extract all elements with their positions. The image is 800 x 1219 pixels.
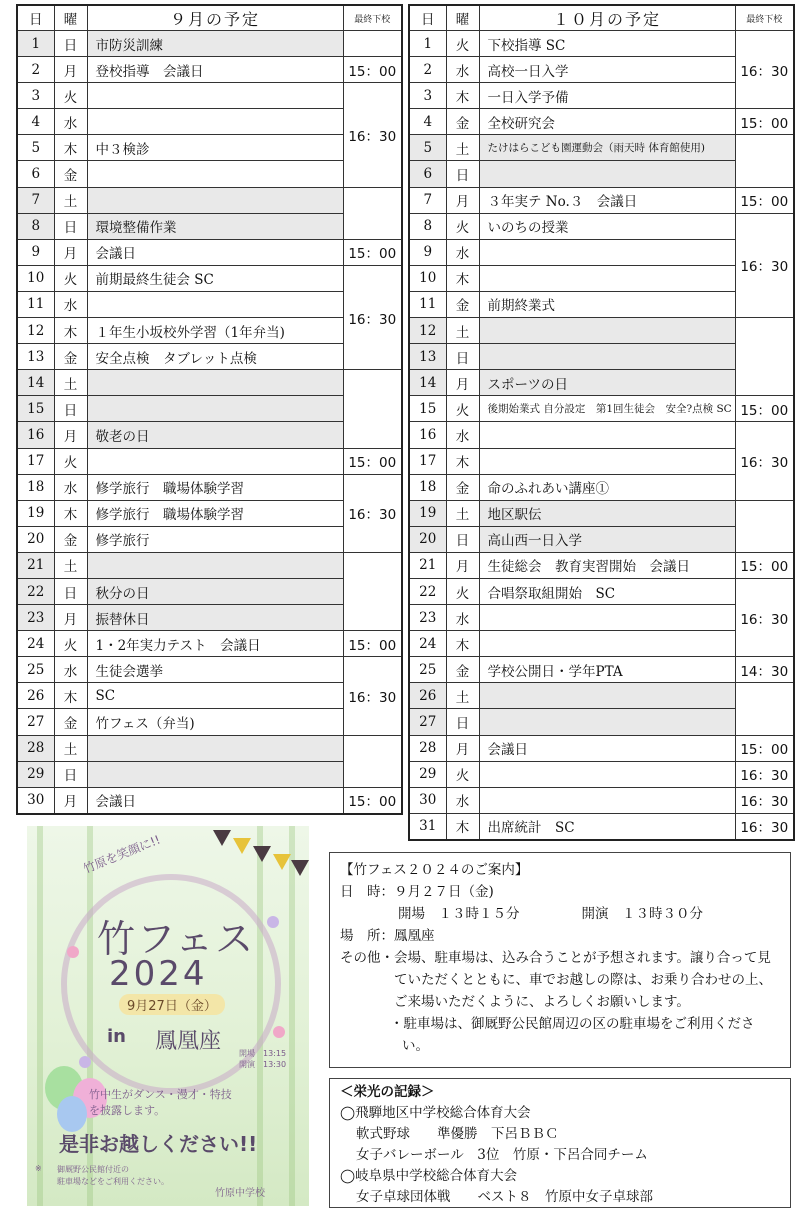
weekday: 火 — [446, 31, 479, 57]
weekday: 火 — [54, 83, 87, 109]
event: １年生小坂校外学習（1年弁当) — [87, 318, 343, 344]
september-title: ９月の予定 — [87, 5, 343, 31]
weekday: 水 — [54, 474, 87, 500]
info-other-lot: ・駐車場は、御厩野公民館周辺の区の駐車場をご利用ください。 — [390, 1016, 755, 1054]
dismissal-time: 15：00 — [343, 448, 402, 474]
dismissal-time: 16：30 — [735, 761, 794, 787]
day-number: 14 — [409, 370, 446, 396]
weekday: 日 — [54, 578, 87, 604]
dismissal-time: 16：30 — [735, 422, 794, 500]
event: いのちの授業 — [479, 213, 735, 239]
event — [479, 265, 735, 291]
weekday: 金 — [54, 526, 87, 552]
header-last-dismissal: 最終下校 — [343, 5, 402, 31]
day-number: 18 — [409, 474, 446, 500]
poster-venue: 鳳凰座 — [155, 1029, 222, 1054]
event: 竹フェス（弁当) — [87, 709, 343, 735]
poster-note-line2: 駐車場などをご利用ください。 — [57, 1177, 169, 1186]
honor-tournament-line: ◯岐阜県中学校総合体育大会 — [340, 1168, 518, 1184]
day-number: 27 — [17, 709, 54, 735]
day-number: 11 — [409, 291, 446, 317]
day-number: 3 — [409, 83, 446, 109]
day-number: 6 — [409, 161, 446, 187]
weekday: 火 — [54, 448, 87, 474]
day-number: 8 — [17, 213, 54, 239]
dismissal-time: 15：00 — [735, 396, 794, 422]
schedule-row — [409, 500, 794, 526]
day-number: 14 — [17, 370, 54, 396]
dismissal-time: 14：30 — [735, 657, 794, 683]
event: 下校指導 SC — [479, 31, 735, 57]
schedule-row — [17, 213, 402, 239]
weekday: 火 — [54, 631, 87, 657]
event — [479, 605, 735, 631]
day-number: 1 — [409, 31, 446, 57]
schedule-row — [409, 370, 794, 396]
bunting-flag-icon — [291, 860, 309, 876]
honor-result-line: 女子卓球団体戦 ベスト８ 竹原中女子卓球部 — [356, 1189, 653, 1205]
dismissal-time: 16：30 — [343, 265, 402, 369]
info-other-label: その他・ — [340, 950, 394, 966]
weekday: 土 — [446, 683, 479, 709]
weekday: 金 — [446, 109, 479, 135]
weekday: 月 — [54, 787, 87, 814]
event — [479, 318, 735, 344]
weekday: 火 — [446, 761, 479, 787]
event — [87, 396, 343, 422]
day-number: 5 — [17, 135, 54, 161]
poster-note-mark: ※ — [35, 1164, 42, 1173]
day-number: 4 — [409, 109, 446, 135]
poster-in: in — [107, 1026, 126, 1047]
schedule-row — [17, 448, 402, 474]
event: 1・2年実力テスト 会議日 — [87, 631, 343, 657]
honor-record-box — [329, 1078, 791, 1208]
schedule-row — [409, 657, 794, 683]
info-date: ９月２７日（金) — [394, 884, 494, 900]
schedule-row — [17, 396, 402, 422]
day-number: 23 — [409, 605, 446, 631]
schedule-row — [409, 396, 794, 422]
event — [87, 761, 343, 787]
weekday: 水 — [54, 291, 87, 317]
event — [479, 344, 735, 370]
poster-school: 竹原中学校 — [215, 1188, 265, 1199]
event — [87, 291, 343, 317]
event: スポーツの日 — [479, 370, 735, 396]
event — [479, 787, 735, 813]
event — [479, 683, 735, 709]
weekday: 金 — [54, 709, 87, 735]
info-start-time: 開演 １３時３０分 — [581, 906, 703, 922]
info-date-label: 日 時： — [340, 884, 394, 900]
weekday: 月 — [446, 370, 479, 396]
honor-result-line: 軟式野球 準優勝 下呂ＢＢＣ — [356, 1126, 559, 1142]
dismissal-time: 15：00 — [735, 187, 794, 213]
day-number: 15 — [17, 396, 54, 422]
event: 修学旅行 職場体験学習 — [87, 500, 343, 526]
event: 生徒総会 教育実習開始 会議日 — [479, 552, 735, 578]
schedule-row — [409, 161, 794, 187]
schedule-row — [17, 552, 402, 578]
event: ３年実テ No.３ 会議日 — [479, 187, 735, 213]
day-number: 10 — [17, 265, 54, 291]
event: 合唱祭取組開始 SC — [479, 578, 735, 604]
day-number: 5 — [409, 135, 446, 161]
event: 環境整備作業 — [87, 213, 343, 239]
weekday: 水 — [54, 109, 87, 135]
day-number: 9 — [409, 239, 446, 265]
weekday: 水 — [446, 239, 479, 265]
weekday: 木 — [446, 631, 479, 657]
info-other-parking: 会場、駐車場は、込み合うことが予想されます。譲り合って見ていただくとともに、車でお越しの際は、お乗り合わせの上、ご来場いただくように、よろしくお願いします。 — [394, 950, 772, 1010]
event — [479, 631, 735, 657]
day-number: 26 — [17, 683, 54, 709]
header-last-dismissal: 最終下校 — [735, 5, 794, 31]
weekday: 土 — [446, 135, 479, 161]
bunting-flag-icon — [253, 846, 271, 862]
poster-title: 竹フェス — [97, 917, 256, 961]
day-number: 21 — [17, 552, 54, 578]
day-number: 20 — [409, 526, 446, 552]
poster-invite: 是非お越しください!! — [59, 1132, 258, 1156]
day-number: 3 — [17, 83, 54, 109]
day-number: 25 — [409, 657, 446, 683]
weekday: 月 — [446, 735, 479, 761]
take-fes-info-box — [329, 852, 791, 1068]
info-place: 鳳凰座 — [394, 928, 435, 944]
event — [87, 552, 343, 578]
day-number: 29 — [409, 761, 446, 787]
dismissal-time: 16：30 — [735, 578, 794, 656]
event: 中３検診 — [87, 135, 343, 161]
event: 敬老の日 — [87, 422, 343, 448]
weekday: 日 — [446, 161, 479, 187]
header-weekday: 曜 — [446, 5, 479, 31]
day-number: 31 — [409, 813, 446, 840]
day-number: 7 — [409, 187, 446, 213]
event: 高山西一日入学 — [479, 526, 735, 552]
schedule-row — [17, 187, 402, 213]
weekday: 日 — [446, 526, 479, 552]
schedule-row — [17, 370, 402, 396]
weekday: 土 — [446, 500, 479, 526]
weekday: 月 — [446, 187, 479, 213]
event — [87, 448, 343, 474]
weekday: 土 — [54, 187, 87, 213]
schedule-row — [409, 526, 794, 552]
schedule-row — [409, 761, 794, 787]
event: 出席統計 SC — [479, 813, 735, 840]
day-number: 21 — [409, 552, 446, 578]
dismissal-time: 16：30 — [735, 813, 794, 840]
schedule-row — [17, 761, 402, 787]
schedule-row — [17, 657, 402, 683]
schedule-row — [17, 474, 402, 500]
header-weekday: 曜 — [54, 5, 87, 31]
dismissal-time: 16：30 — [735, 213, 794, 317]
event: 秋分の日 — [87, 578, 343, 604]
poster-year: 2024 — [109, 954, 208, 994]
day-number: 23 — [17, 605, 54, 631]
day-number: 2 — [17, 57, 54, 83]
weekday: 火 — [446, 396, 479, 422]
weekday: 月 — [54, 57, 87, 83]
day-number: 2 — [409, 57, 446, 83]
honor-heading: ＜栄光の記録＞ — [340, 1084, 435, 1100]
day-number: 24 — [409, 631, 446, 657]
event: 命のふれあい講座① — [479, 474, 735, 500]
schedule-row — [409, 787, 794, 813]
event: 全校研究会 — [479, 109, 735, 135]
schedule-row — [17, 31, 402, 57]
bunting-flag-icon — [273, 854, 291, 870]
weekday: 金 — [54, 161, 87, 187]
poster-open: 開場 13:15 — [239, 1049, 287, 1058]
day-number: 28 — [17, 735, 54, 761]
event: 後期始業式 自分設定 第1回生徒会 安全?点検 SC — [479, 396, 735, 422]
event — [479, 161, 735, 187]
weekday: 土 — [446, 318, 479, 344]
day-number: 22 — [409, 578, 446, 604]
dismissal-time: 16：30 — [735, 787, 794, 813]
day-number: 8 — [409, 213, 446, 239]
weekday: 水 — [446, 57, 479, 83]
weekday: 木 — [446, 448, 479, 474]
schedule-row — [409, 187, 794, 213]
dismissal-time: 15：00 — [735, 735, 794, 761]
day-number: 16 — [17, 422, 54, 448]
dismissal-time: 16：30 — [343, 83, 402, 187]
event — [479, 422, 735, 448]
info-open-time: 開場 １３時１５分 — [398, 906, 520, 922]
day-number: 15 — [409, 396, 446, 422]
weekday: 火 — [54, 265, 87, 291]
event: 会議日 — [87, 787, 343, 814]
event: 前期終業式 — [479, 291, 735, 317]
schedule-row — [409, 109, 794, 135]
schedule-row — [17, 631, 402, 657]
poster-tagline: 竹原を笑顔に!! — [81, 832, 163, 877]
weekday: 木 — [446, 813, 479, 840]
balloon-icon — [57, 1096, 87, 1132]
day-number: 17 — [17, 448, 54, 474]
bunting-flag-icon — [233, 838, 251, 854]
event — [87, 735, 343, 761]
schedule-row — [17, 578, 402, 604]
event: 会議日 — [479, 735, 735, 761]
schedule-row — [409, 213, 794, 239]
schedule-row — [409, 318, 794, 344]
weekday: 金 — [446, 474, 479, 500]
poster-desc-line2: を披露します。 — [89, 1104, 166, 1117]
schedule-row — [17, 787, 402, 814]
weekday: 月 — [446, 552, 479, 578]
day-number: 26 — [409, 683, 446, 709]
schedule-row — [17, 422, 402, 448]
event: 生徒会選挙 — [87, 657, 343, 683]
day-number: 19 — [409, 500, 446, 526]
dismissal-time: 15：00 — [343, 631, 402, 657]
dismissal-time: 16：30 — [343, 474, 402, 552]
take-fes-poster — [27, 826, 309, 1206]
schedule-row — [409, 813, 794, 840]
day-number: 11 — [17, 291, 54, 317]
schedule-row — [409, 578, 794, 604]
weekday: 木 — [446, 265, 479, 291]
weekday: 木 — [54, 135, 87, 161]
weekday: 土 — [54, 552, 87, 578]
poster-note-line1: 御厩野公民館付近の — [57, 1165, 129, 1174]
weekday: 金 — [54, 344, 87, 370]
schedule-row — [409, 552, 794, 578]
event: 前期最終生徒会 SC — [87, 265, 343, 291]
event: 一日入学予備 — [479, 83, 735, 109]
event — [479, 761, 735, 787]
weekday: 日 — [54, 31, 87, 57]
day-number: 10 — [409, 265, 446, 291]
day-number: 12 — [409, 318, 446, 344]
header-day: 日 — [17, 5, 54, 31]
event: たけはらこども園運動会（雨天時 体育館使用) — [479, 135, 735, 161]
day-number: 6 — [17, 161, 54, 187]
weekday: 木 — [54, 318, 87, 344]
weekday: 日 — [446, 709, 479, 735]
dismissal-time: 15：00 — [343, 239, 402, 265]
day-number: 17 — [409, 448, 446, 474]
weekday: 木 — [54, 683, 87, 709]
event: 会議日 — [87, 239, 343, 265]
day-number: 9 — [17, 239, 54, 265]
weekday: 金 — [446, 291, 479, 317]
weekday: 金 — [446, 657, 479, 683]
schedule-row — [17, 265, 402, 291]
schedule-row — [409, 735, 794, 761]
day-number: 4 — [17, 109, 54, 135]
weekday: 土 — [54, 735, 87, 761]
schedule-row — [409, 135, 794, 161]
bunting-flag-icon — [213, 830, 231, 846]
poster-date: 9月27日（金） — [119, 994, 225, 1015]
event: 学校公開日・学年PTA — [479, 657, 735, 683]
weekday: 木 — [54, 500, 87, 526]
honor-tournament-line: ◯飛騨地区中学校総合体育大会 — [340, 1105, 531, 1121]
october-title: １０月の予定 — [479, 5, 735, 31]
honor-result-line: 女子バレーボール 3位 竹原・下呂合同チーム — [356, 1147, 648, 1163]
event — [87, 109, 343, 135]
event: SC — [87, 683, 343, 709]
weekday: 月 — [54, 422, 87, 448]
dismissal-time: 15：00 — [343, 787, 402, 814]
day-number: 30 — [17, 787, 54, 814]
dismissal-time: 15：00 — [735, 109, 794, 135]
dismissal-time: 15：00 — [343, 57, 402, 83]
info-heading: 【竹フェス２０２４のご案内】 — [340, 862, 529, 878]
weekday: 月 — [54, 605, 87, 631]
event: 修学旅行 職場体験学習 — [87, 474, 343, 500]
day-number: 1 — [17, 31, 54, 57]
schedule-row — [17, 605, 402, 631]
event — [87, 161, 343, 187]
weekday: 日 — [54, 396, 87, 422]
event: 高校一日入学 — [479, 57, 735, 83]
day-number: 22 — [17, 578, 54, 604]
day-number: 16 — [409, 422, 446, 448]
day-number: 24 — [17, 631, 54, 657]
schedule-row — [17, 57, 402, 83]
weekday: 日 — [54, 213, 87, 239]
schedule-row — [409, 709, 794, 735]
poster-desc-line1: 竹中生がダンス・漫才・特技 — [89, 1088, 232, 1101]
day-number: 12 — [17, 318, 54, 344]
day-number: 19 — [17, 500, 54, 526]
event: 地区駅伝 — [479, 500, 735, 526]
september-schedule-table — [16, 4, 403, 815]
weekday: 土 — [54, 370, 87, 396]
day-number: 30 — [409, 787, 446, 813]
day-number: 27 — [409, 709, 446, 735]
event: 登校指導 会議日 — [87, 57, 343, 83]
october-schedule-table — [408, 4, 795, 841]
day-number: 28 — [409, 735, 446, 761]
event — [87, 83, 343, 109]
weekday: 木 — [446, 83, 479, 109]
day-number: 29 — [17, 761, 54, 787]
day-number: 18 — [17, 474, 54, 500]
event: 市防災訓練 — [87, 31, 343, 57]
weekday: 水 — [446, 422, 479, 448]
event — [479, 709, 735, 735]
schedule-row — [409, 422, 794, 448]
schedule-row — [409, 31, 794, 57]
schedule-row — [17, 735, 402, 761]
header-day: 日 — [409, 5, 446, 31]
day-number: 20 — [17, 526, 54, 552]
weekday: 火 — [446, 578, 479, 604]
weekday: 火 — [446, 213, 479, 239]
day-number: 7 — [17, 187, 54, 213]
day-number: 25 — [17, 657, 54, 683]
event — [479, 448, 735, 474]
weekday: 水 — [446, 787, 479, 813]
schedule-row — [409, 344, 794, 370]
event: 安全点検 タブレット点検 — [87, 344, 343, 370]
event — [87, 370, 343, 396]
info-place-label: 場 所： — [340, 928, 394, 944]
event — [479, 239, 735, 265]
weekday: 月 — [54, 239, 87, 265]
dismissal-time: 16：30 — [343, 657, 402, 735]
schedule-row — [17, 83, 402, 109]
dismissal-time: 15：00 — [735, 552, 794, 578]
schedule-row — [409, 683, 794, 709]
day-number: 13 — [17, 344, 54, 370]
weekday: 日 — [54, 761, 87, 787]
weekday: 水 — [54, 657, 87, 683]
poster-start: 開演 13:30 — [239, 1060, 287, 1069]
dismissal-time: 16：30 — [735, 31, 794, 109]
weekday: 日 — [446, 344, 479, 370]
event: 振替休日 — [87, 605, 343, 631]
event: 修学旅行 — [87, 526, 343, 552]
event — [87, 187, 343, 213]
weekday: 水 — [446, 605, 479, 631]
day-number: 13 — [409, 344, 446, 370]
schedule-row — [17, 239, 402, 265]
